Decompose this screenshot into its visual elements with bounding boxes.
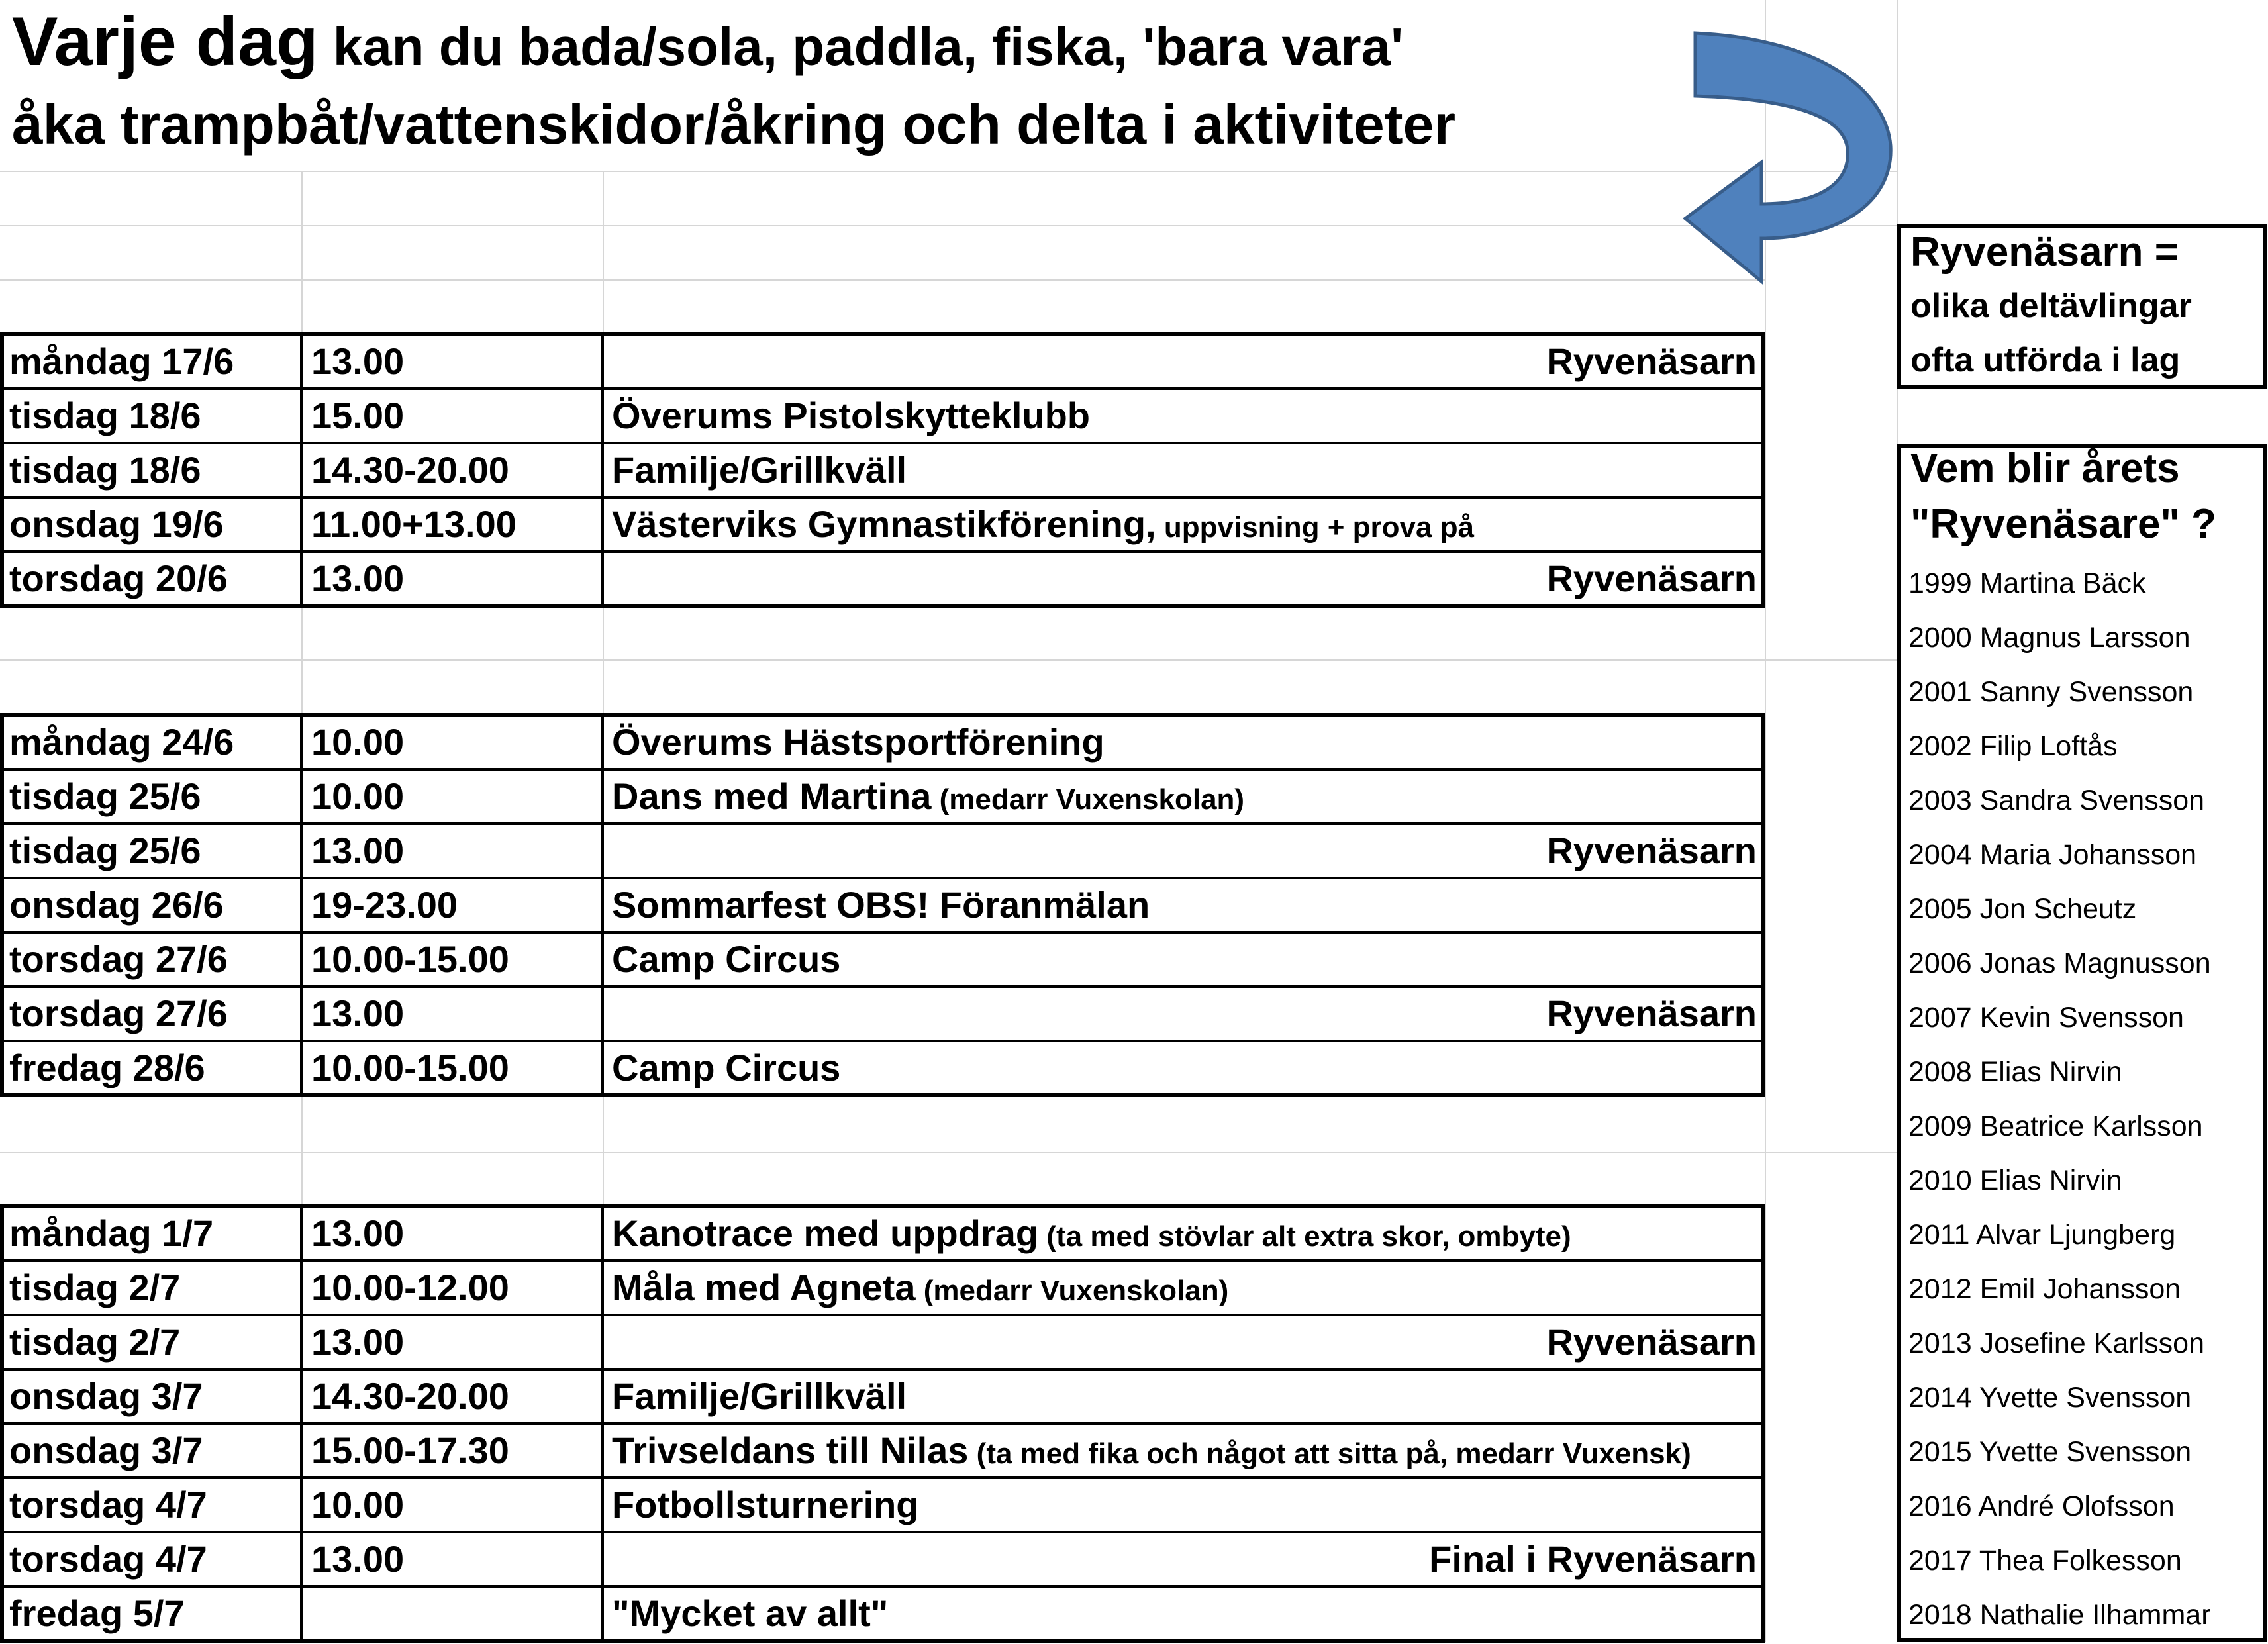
ryvenasarn-heading: Ryvenäsarn = xyxy=(1910,229,2179,275)
winner-item: 2002 Filip Loftås xyxy=(1908,730,2118,762)
activity-title: Camp Circus xyxy=(612,938,841,980)
gridline-h xyxy=(0,1152,1765,1153)
activity-title: Dans med Martina xyxy=(612,775,932,817)
activity-note: (ta med fika och något att sitta på, medarr Vuxensk) xyxy=(968,1437,1691,1470)
day-cell: tisdag 18/6 xyxy=(9,449,201,491)
activity-title: Måla med Agneta xyxy=(612,1267,916,1308)
ryvenasarn-cell: Ryvenäsarn xyxy=(1546,992,1757,1034)
time-cell: 10.00-15.00 xyxy=(311,938,509,980)
winner-item: 2012 Emil Johansson xyxy=(1908,1273,2181,1305)
activity-cell xyxy=(612,497,1474,552)
table-row xyxy=(0,443,1757,497)
activity-cell xyxy=(612,1206,1571,1261)
time-cell: 15.00 xyxy=(311,395,405,436)
day-cell: tisdag 25/6 xyxy=(9,830,201,871)
activity-title: Fotbollsturnering xyxy=(612,1484,919,1525)
table-row xyxy=(0,334,1757,389)
gridline-h xyxy=(1765,1152,1897,1153)
activity-title: Överums Hästsportförening xyxy=(612,721,1105,763)
day-cell: tisdag 25/6 xyxy=(9,775,201,817)
winner-item: 1999 Martina Bäck xyxy=(1908,567,2146,599)
time-cell: 10.00 xyxy=(311,721,405,763)
table-row xyxy=(0,1532,1757,1586)
activity-title: Sommarfest OBS! Föranmälan xyxy=(612,884,1150,926)
time-cell: 13.00 xyxy=(311,992,405,1034)
activity-cell xyxy=(612,389,1090,443)
ryvenasarn-cell: Ryvenäsarn xyxy=(1546,1321,1757,1363)
header-line-2: åka trampbåt/vattenskidor/åkring och delta i aktiviteter xyxy=(12,93,1456,156)
day-cell: fredag 28/6 xyxy=(9,1047,205,1088)
activity-title: Västerviks Gymnastikförening, xyxy=(612,503,1156,545)
day-cell: onsdag 19/6 xyxy=(9,503,224,545)
gridline-h xyxy=(0,225,1765,226)
activity-note: (medarr Vuxenskolan) xyxy=(915,1275,1229,1307)
activity-note: (medarr Vuxenskolan) xyxy=(931,783,1245,816)
winner-item: 2013 Josefine Karlsson xyxy=(1908,1328,2205,1359)
activity-cell xyxy=(612,1041,840,1095)
activity-cell xyxy=(612,1369,907,1424)
activity-title: Familje/Grillkväll xyxy=(612,449,907,491)
table-row xyxy=(0,1041,1757,1095)
winner-item: 2001 Sanny Svensson xyxy=(1908,676,2194,708)
table-row xyxy=(0,987,1757,1041)
table-row xyxy=(0,497,1757,552)
winner-item: 2006 Jonas Magnusson xyxy=(1908,947,2211,979)
activity-cell xyxy=(612,1261,1228,1315)
time-cell: 14.30-20.00 xyxy=(311,1375,509,1417)
winners-title-2: "Ryvenäsare" ? xyxy=(1910,501,2217,547)
table-row xyxy=(0,932,1757,987)
day-cell: fredag 5/7 xyxy=(9,1592,185,1634)
winner-item: 2005 Jon Scheutz xyxy=(1908,893,2137,925)
day-cell: måndag 24/6 xyxy=(9,721,234,763)
day-cell: måndag 17/6 xyxy=(9,340,234,382)
winner-item: 2009 Beatrice Karlsson xyxy=(1908,1110,2203,1142)
time-cell: 13.00 xyxy=(311,830,405,871)
activity-title: Kanotrace med uppdrag xyxy=(612,1212,1039,1254)
header-line-1-text: kan du bada/sola, paddla, fiska, 'bara vara' xyxy=(318,17,1404,76)
winners-title-1: Vem blir årets xyxy=(1910,446,2180,491)
ryvenasarn-desc-2: ofta utförda i lag xyxy=(1910,341,2181,379)
table-row xyxy=(0,552,1757,606)
table-row xyxy=(0,824,1757,878)
day-cell: tisdag 2/7 xyxy=(9,1321,181,1363)
ryvenasarn-cell: Ryvenäsarn xyxy=(1546,557,1757,599)
table-row xyxy=(0,1424,1757,1478)
gridline-h xyxy=(0,171,1765,172)
time-cell: 10.00 xyxy=(311,1484,405,1525)
activity-title: Trivseldans till Nilas xyxy=(612,1429,969,1471)
table-row xyxy=(0,1586,1757,1641)
day-cell: torsdag 20/6 xyxy=(9,557,228,599)
time-cell: 13.00 xyxy=(311,1321,405,1363)
ryvenasarn-cell: Ryvenäsarn xyxy=(1546,340,1757,382)
winner-item: 2011 Alvar Ljungberg xyxy=(1908,1219,2176,1251)
table-row xyxy=(0,389,1757,443)
day-cell: torsdag 4/7 xyxy=(9,1484,207,1525)
day-cell: tisdag 2/7 xyxy=(9,1267,181,1308)
header-line-1 xyxy=(12,3,1403,81)
curved-arrow-icon xyxy=(1682,20,1907,298)
activity-cell xyxy=(612,769,1244,824)
ryvenasarn-desc-1: olika deltävlingar xyxy=(1910,287,2192,325)
time-cell: 13.00 xyxy=(311,340,405,382)
winner-item: 2000 Magnus Larsson xyxy=(1908,622,2191,653)
table-row xyxy=(0,1315,1757,1369)
time-cell: 13.00 xyxy=(311,1212,405,1254)
day-cell: torsdag 4/7 xyxy=(9,1538,207,1580)
table-row xyxy=(0,715,1757,769)
time-cell: 15.00-17.30 xyxy=(311,1429,509,1471)
time-cell: 10.00-15.00 xyxy=(311,1047,509,1088)
time-cell: 10.00-12.00 xyxy=(311,1267,509,1308)
activity-title: Överums Pistolskytteklubb xyxy=(612,395,1091,436)
day-cell: onsdag 3/7 xyxy=(9,1429,203,1471)
day-cell: onsdag 3/7 xyxy=(9,1375,203,1417)
activity-note: (ta med stövlar alt extra skor, ombyte) xyxy=(1038,1220,1571,1253)
day-cell: måndag 1/7 xyxy=(9,1212,214,1254)
table-row xyxy=(0,1206,1757,1261)
ryvenasarn-cell: Final i Ryvenäsarn xyxy=(1429,1538,1757,1580)
table-row xyxy=(0,1478,1757,1532)
winner-item: 2016 André Olofsson xyxy=(1908,1490,2175,1522)
activity-cell xyxy=(612,1586,888,1641)
activity-title: "Mycket av allt" xyxy=(612,1592,889,1634)
winner-item: 2003 Sandra Svensson xyxy=(1908,785,2205,816)
activity-note: uppvisning + prova på xyxy=(1156,511,1475,544)
winner-item: 2004 Maria Johansson xyxy=(1908,839,2197,871)
time-cell: 19-23.00 xyxy=(311,884,458,926)
table-row xyxy=(0,769,1757,824)
time-cell: 13.00 xyxy=(311,557,405,599)
day-cell: tisdag 18/6 xyxy=(9,395,201,436)
day-cell: onsdag 26/6 xyxy=(9,884,224,926)
gridline-h xyxy=(0,659,1765,661)
header-emphasis: Varje dag xyxy=(12,3,319,80)
activity-title: Camp Circus xyxy=(612,1047,841,1088)
time-cell: 11.00+13.00 xyxy=(311,503,517,545)
winner-item: 2015 Yvette Svensson xyxy=(1908,1436,2192,1468)
gridline-h xyxy=(0,279,1765,281)
gridline-h xyxy=(1765,659,1897,661)
winner-item: 2014 Yvette Svensson xyxy=(1908,1382,2192,1414)
winner-item: 2010 Elias Nirvin xyxy=(1908,1165,2122,1196)
activity-cell xyxy=(612,1478,919,1532)
ryvenasarn-cell: Ryvenäsarn xyxy=(1546,830,1757,871)
winner-item: 2017 Thea Folkesson xyxy=(1908,1545,2182,1576)
day-cell: torsdag 27/6 xyxy=(9,938,228,980)
table-row xyxy=(0,878,1757,932)
time-cell: 10.00 xyxy=(311,775,405,817)
activity-cell xyxy=(612,932,840,987)
day-cell: torsdag 27/6 xyxy=(9,992,228,1034)
activity-title: Familje/Grillkväll xyxy=(612,1375,907,1417)
activity-cell xyxy=(612,1424,1691,1478)
winner-item: 2007 Kevin Svensson xyxy=(1908,1002,2184,1034)
time-cell: 14.30-20.00 xyxy=(311,449,509,491)
table-row xyxy=(0,1369,1757,1424)
activity-cell xyxy=(612,715,1105,769)
time-cell: 13.00 xyxy=(311,1538,405,1580)
activity-cell xyxy=(612,878,1150,932)
winner-item: 2018 Nathalie Ilhammar xyxy=(1908,1599,2211,1631)
winner-item: 2008 Elias Nirvin xyxy=(1908,1056,2122,1088)
activity-cell xyxy=(612,443,907,497)
table-row xyxy=(0,1261,1757,1315)
